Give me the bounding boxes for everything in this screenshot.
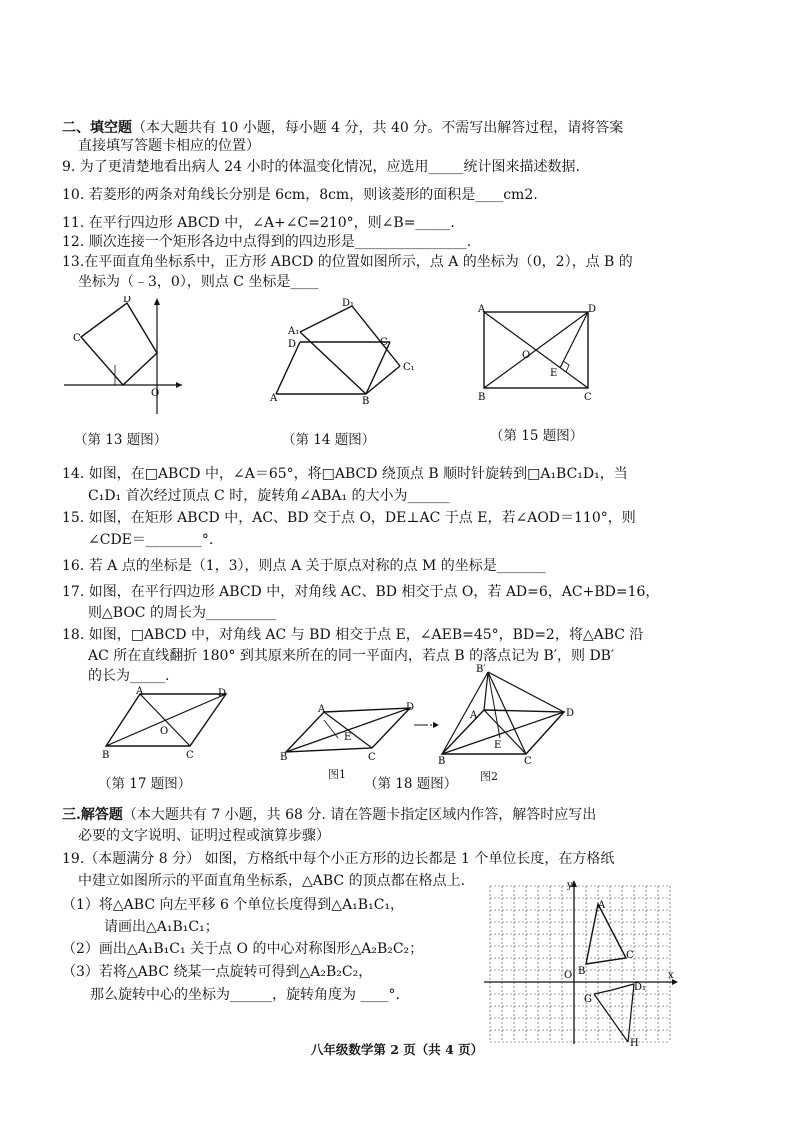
- section3-header-cont: 必要的文字说明、证明过程或演算步骤）: [78, 828, 330, 844]
- figure-15: [476, 302, 606, 402]
- fig17-label-D: D: [218, 688, 227, 699]
- q14-line1: 14. 如图，在□ABCD 中，∠A＝65°，将□ABCD 绕顶点 B 顺时针旋转到□A₁BC₁D₁，当: [62, 466, 628, 482]
- fig17-label-A: A: [136, 686, 144, 697]
- q13-line1: 13.在平面直角坐标系中，正方形 ABCD 的位置如图所示，点 A 的坐标为（0，2），点 B 的: [62, 254, 633, 270]
- fig15-label-B: B: [478, 392, 486, 402]
- q17-line1: 17. 如图，在平行四边形 ABCD 中，对角线 AC、BD 相交于点 O，若 AD=6，AC+BD=16，: [62, 584, 660, 600]
- fig14-label-C1: C₁: [403, 362, 415, 373]
- q19-sub2: （2）画出△A₁B₁C₁ 关于点 O 的中心对称图形△A₂B₂C₂；: [62, 941, 424, 957]
- q13-line2: 坐标为（﹣3，0），则点 C 坐标是____: [78, 274, 319, 290]
- q11: 11. 在平行四边形 ABCD 中，∠A+∠C=210°，则∠B=_____.: [62, 215, 455, 231]
- q15-line2: ∠CDE＝________°.: [88, 532, 214, 548]
- section2-header: [62, 119, 623, 137]
- fig18-2-label-Bp: B′: [476, 664, 486, 675]
- q18-line1: 18. 如图，□ABCD 中，对角线 AC 与 BD 相交于点 E，∠AEB=45°，BD=2，将△ABC 沿: [62, 627, 644, 643]
- q19-sub1: （1）将△ABC 向左平移 6 个单位长度得到△A₁B₁C₁，: [62, 897, 405, 913]
- section2-title: 二、填空题: [62, 120, 132, 136]
- fig19-label-G: G: [584, 994, 592, 1005]
- fig18-1-label-C: C: [368, 752, 376, 762]
- fig19-label-D1: D₁: [634, 982, 647, 993]
- fig13-label-O: O: [151, 388, 160, 399]
- figure-19-grid: [484, 878, 680, 1048]
- caption-fig13: （第 13 题图）: [74, 432, 168, 448]
- fig17-label-B: B: [102, 750, 110, 761]
- q9: 9. 为了更清楚地看出病人 24 小时的体温变化情况，应选用_____统计图来描述数据.: [62, 159, 580, 175]
- fig13-label-C: C: [73, 333, 81, 344]
- arrow-icon: [414, 718, 440, 732]
- fig15-label-A: A: [478, 304, 486, 315]
- fig15-label-O: O: [522, 350, 531, 361]
- fig18-2-label-B: B: [438, 756, 446, 767]
- fig14-label-D: D: [288, 339, 297, 350]
- fig18-2-label-D: D: [566, 708, 575, 719]
- q17-line2: 则△BOC 的周长为__________: [88, 605, 276, 621]
- fig19-label-C: C: [626, 950, 634, 961]
- fig18-1-label-A: A: [318, 704, 326, 715]
- fig19-label-B: B: [578, 966, 586, 977]
- fig14-label-D1: D₁: [342, 298, 355, 309]
- fig18-1-label-B: B: [280, 752, 288, 762]
- figure-18-2: [438, 662, 582, 768]
- fig15-label-C: C: [584, 392, 592, 402]
- caption-fig18: （第 18 题图）: [364, 776, 458, 792]
- section3-header: [62, 806, 596, 824]
- q12: 12. 顺次连接一个矩形各边中点得到的四边形是________________.: [62, 234, 472, 250]
- q14-line2: C₁D₁ 首次经过顶点 C 时，旋转角∠ABA₁ 的大小为______: [88, 488, 450, 504]
- page-footer: 八年级数学第 2 页（共 4 页）: [310, 1042, 484, 1057]
- fig18-1-label-D: D: [406, 702, 415, 713]
- fig18-1-label-E: E: [344, 732, 352, 743]
- fig15-label-D: D: [588, 304, 597, 315]
- q18-line3: 的长为_____.: [88, 668, 170, 684]
- figure-18-1: [280, 698, 416, 762]
- caption-fig18-1: 图1: [328, 768, 346, 781]
- fig19-label-A: A: [598, 900, 606, 911]
- fig17-label-C: C: [186, 750, 194, 761]
- fig14-label-A: A: [270, 393, 278, 404]
- figure-17: [100, 686, 236, 762]
- caption-fig15: （第 15 题图）: [490, 428, 584, 444]
- section3-title: 三.解答题: [62, 807, 123, 823]
- q18-line2: AC 所在直线翻折 180° 到其原来所在的同一平面内，若点 B 的落点记为 B′，则 DB′: [88, 648, 615, 664]
- fig15-label-E: E: [550, 368, 558, 379]
- fig19-label-y: y: [567, 880, 573, 891]
- section2-desc: （本大题共有 10 小题，每小题 4 分，共 40 分。不需写出解答过程，请将答案: [132, 120, 624, 136]
- fig19-label-O: O: [564, 970, 573, 981]
- section2-header-cont: 直接填写答题卡相应的位置）: [78, 138, 260, 154]
- fig13-label-D: D: [123, 296, 132, 305]
- q19-sub3b: 那么旋转中心的坐标为______，旋转角度为 ____°.: [90, 987, 400, 1003]
- fig18-2-label-E: E: [494, 740, 502, 751]
- fig19-label-H: H: [630, 1038, 639, 1048]
- fig19-label-x: x: [668, 970, 674, 981]
- fig14-label-A1: A₁: [288, 326, 300, 337]
- fig18-2-label-A: A: [470, 710, 478, 721]
- q19-sub1b: 请画出△A₁B₁C₁；: [104, 919, 219, 935]
- fig17-label-O: O: [160, 726, 169, 737]
- q16: 16. 若 A 点的坐标是（1，3），则点 A 关于原点对称的点 M 的坐标是_______: [62, 558, 546, 574]
- q19-line2: 中建立如图所示的平面直角坐标系，△ABC 的顶点都在格点上.: [78, 873, 466, 889]
- q19-sub3: （3）若将△ABC 绕某一点旋转可得到△A₂B₂C₂，: [62, 964, 373, 980]
- figure-14: [268, 296, 428, 408]
- fig18-2-label-C: C: [524, 756, 532, 767]
- caption-fig17: （第 17 题图）: [98, 776, 192, 792]
- figure-13: [62, 296, 186, 416]
- q15-line1: 15. 如图，在矩形 ABCD 中，AC、BD 交于点 O，DE⊥AC 于点 E，若∠AOD＝110°，则: [62, 510, 636, 526]
- caption-fig18-2: 图2: [480, 770, 498, 783]
- q19-line1: 19.（本题满分 8 分） 如图，方格纸中每个小正方形的边长都是 1 个单位长度，在方格纸: [62, 851, 615, 867]
- fig14-label-B: B: [362, 396, 370, 407]
- caption-fig14: （第 14 题图）: [282, 432, 376, 448]
- fig14-label-C: C: [380, 337, 388, 348]
- section3-desc: （本大题共有 7 小题，共 68 分. 请在答题卡指定区域内作答，解答时应写出: [122, 807, 597, 823]
- q10: 10. 若菱形的两条对角线长分别是 6cm，8cm，则该菱形的面积是____cm2.: [62, 187, 538, 203]
